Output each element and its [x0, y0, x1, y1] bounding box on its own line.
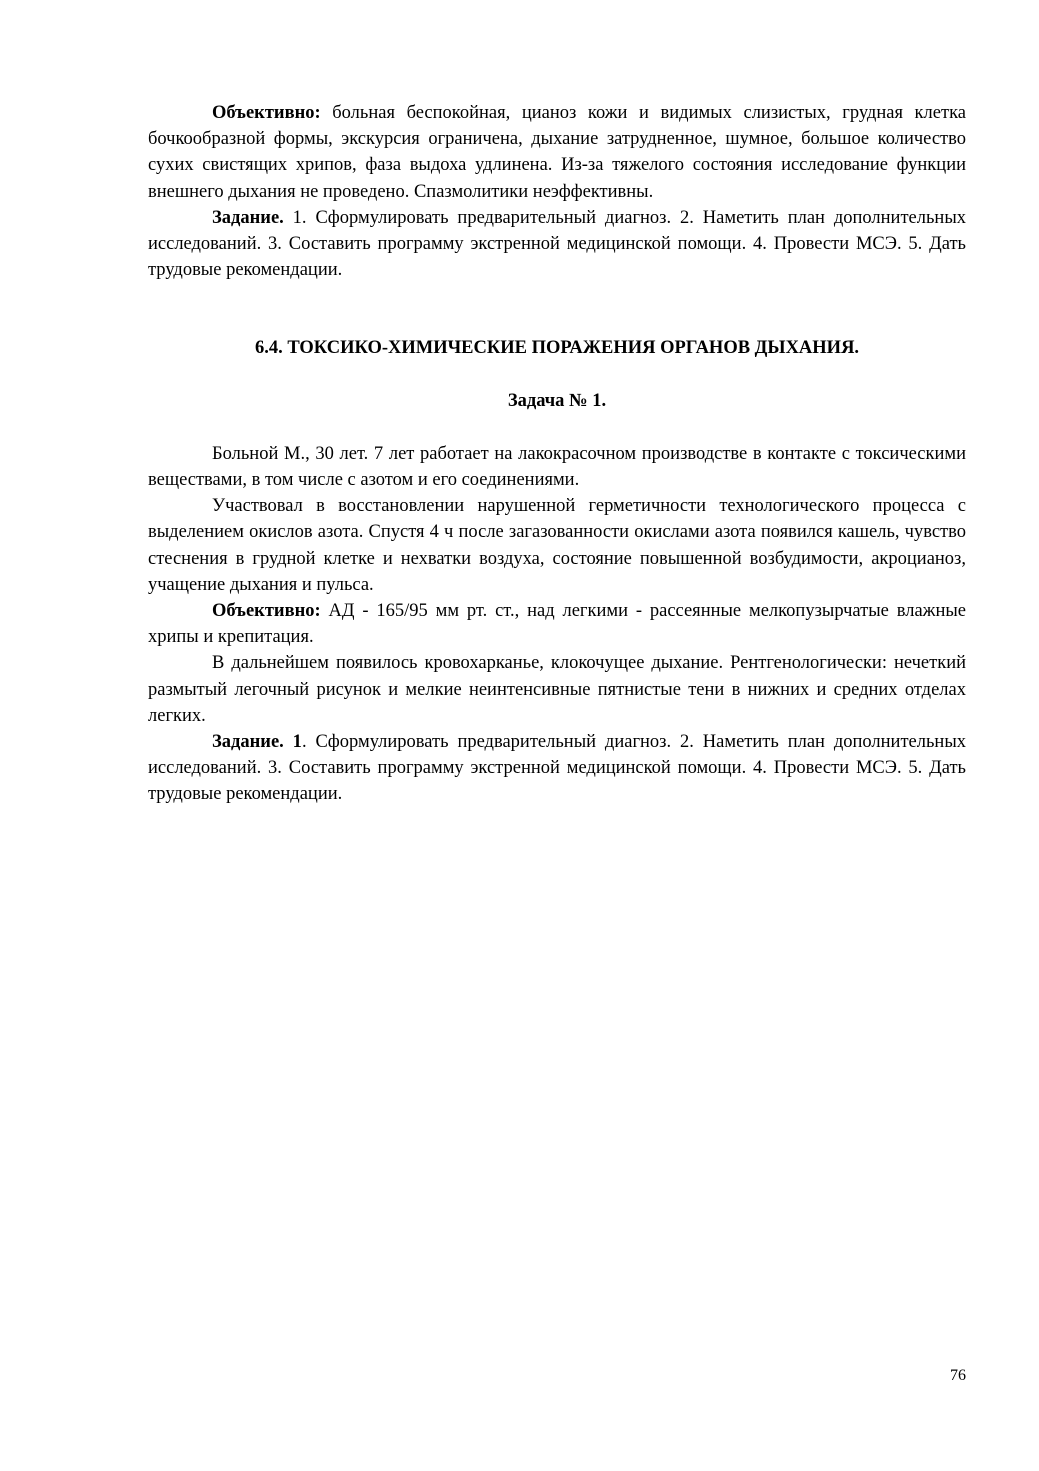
problem-task-label: Задание. 1 — [212, 732, 302, 753]
xray-paragraph: В дальнейшем появилось кровохарканье, клокочущее дыхание. Рентгенологически: нечеткий размытый легочный рисунок и мелкие неинтенсивные пятнистые тени в нижних и средних отделах легких. — [148, 653, 966, 726]
objective-label: Объективно: — [212, 103, 321, 123]
section-heading: 6.4. ТОКСИКО-ХИМИЧЕСКИЕ ПОРАЖЕНИЯ ОРГАНОВ ДЫХАНИЯ. — [254, 338, 860, 359]
page-body — [148, 100, 966, 808]
task-text: 1. Сформулировать предварительный диагноз. 2. Наметить план дополнительных исследований. 3. Составить программу экстренной медицинской помощи. 4. Провести МСЭ. 5. Дать трудовые рекомендации. — [148, 207, 966, 281]
problem-objective-paragraph — [148, 598, 966, 650]
task-paragraph — [148, 205, 966, 284]
objective-text: больная беспокойная, цианоз кожи и видимых слизистых, грудная клетка бочкообразной формы, экскурсия ограничена, дыхание затрудненное, шумное, большое количество сухих свистящих хрипов, фаза выдоха удлинена. Из-за тяжелого состояния исследование функции внешнего дыхания не проведено. Спазмолитики неэффективны. — [148, 103, 966, 202]
problem-heading: Задача № 1. — [507, 390, 607, 411]
problem-task-paragraph — [148, 729, 966, 808]
task-label: Задание. — [212, 207, 284, 228]
exposure-paragraph: Участвовал в восстановлении нарушенной герметичности технологического процесса с выделением окислов азота. Спустя 4 ч после загазованности окислами азота появился кашель, чувство стеснения в грудной клетке и нехватки воздуха, состояние повышенной возбудимости, акроцианоз, учащение дыхания и пульса. — [148, 496, 966, 595]
page-number: 76 — [950, 1367, 966, 1384]
problem-objective-text: АД - 165/95 мм рт. ст., над легкими - рассеянные мелкопузырчатые влажные хрипы и крепитация. — [148, 601, 966, 648]
problem-objective-label: Объективно: — [212, 601, 321, 622]
objective-paragraph — [148, 100, 966, 205]
problem-task-text: . Сформулировать предварительный диагноз. 2. Наметить план дополнительных исследований. 3. Составить программу экстренной медицинской помощи. 4. Провести МСЭ. 5. Дать трудовые рекомендации. — [148, 732, 966, 805]
patient-intro-paragraph: Больной М., 30 лет. 7 лет работает на лакокрасочном производстве в контакте с токсическими веществами, в том числе с азотом и его соединениями. — [148, 443, 966, 491]
